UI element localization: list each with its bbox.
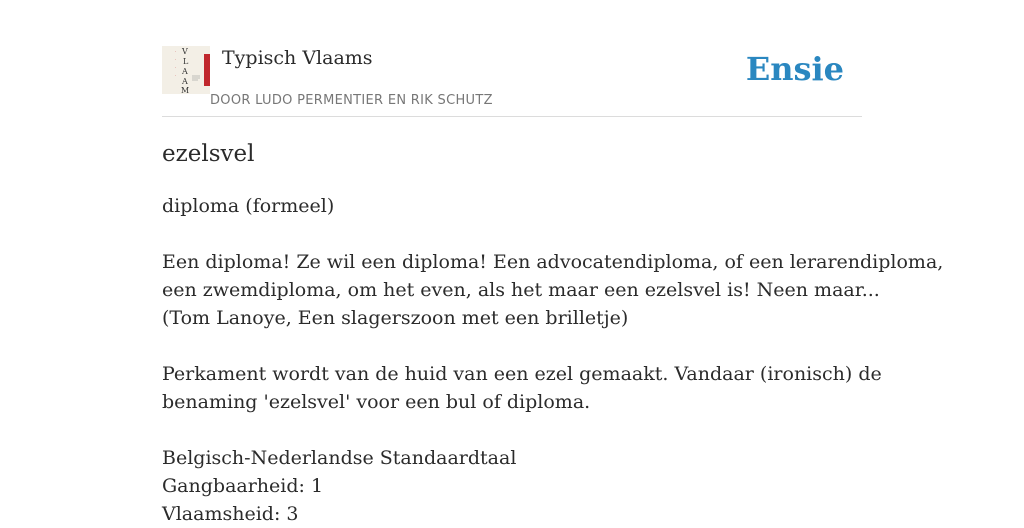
svg-text:.: . — [175, 56, 177, 61]
svg-text:.: . — [175, 72, 177, 77]
quote-line: Een diploma! Ze wil een diploma! Een advocatendiploma, of een lerarendiploma, — [162, 251, 944, 273]
svg-text:L: L — [183, 57, 189, 66]
note-line: Perkament wordt van de huid van een ezel gemaakt. Vandaar (ironisch) de — [162, 363, 882, 385]
blank-line — [162, 220, 862, 248]
svg-text:A: A — [182, 77, 188, 86]
quote-source: (Tom Lanoye, Een slagerszoon met een brilletje) — [162, 307, 629, 329]
vlaamsheid-rating: Vlaamsheid: 3 — [162, 503, 299, 525]
ensie-brand-logo[interactable]: Ensie — [745, 50, 844, 88]
gangbaarheid-rating: Gangbaarheid: 1 — [162, 475, 324, 497]
book-logo-icon[interactable] — [162, 46, 210, 94]
entry-term: ezelsvel — [162, 141, 255, 167]
entry-definition: diploma (formeel) — [162, 195, 335, 217]
entry-content — [162, 138, 944, 528]
site-title[interactable]: Typisch Vlaams — [222, 47, 373, 69]
language-label: Belgisch-Nederlandse Standaardtaal — [162, 447, 517, 469]
quote-line: een zwemdiploma, om het even, als het maar een ezelsvel is! Neen maar... — [162, 279, 880, 301]
svg-text:.: . — [175, 48, 177, 53]
svg-text:V: V — [182, 47, 188, 56]
site-header — [162, 46, 862, 117]
svg-text:M: M — [181, 86, 190, 95]
blank-line — [162, 332, 862, 360]
svg-text:.: . — [175, 64, 177, 69]
author-byline: DOOR LUDO PERMENTIER EN RIK SCHUTZ — [210, 93, 493, 108]
note-line: benaming 'ezelsvel' voor een bul of diploma. — [162, 391, 591, 413]
blank-line — [162, 416, 862, 444]
svg-text:A: A — [182, 67, 188, 76]
